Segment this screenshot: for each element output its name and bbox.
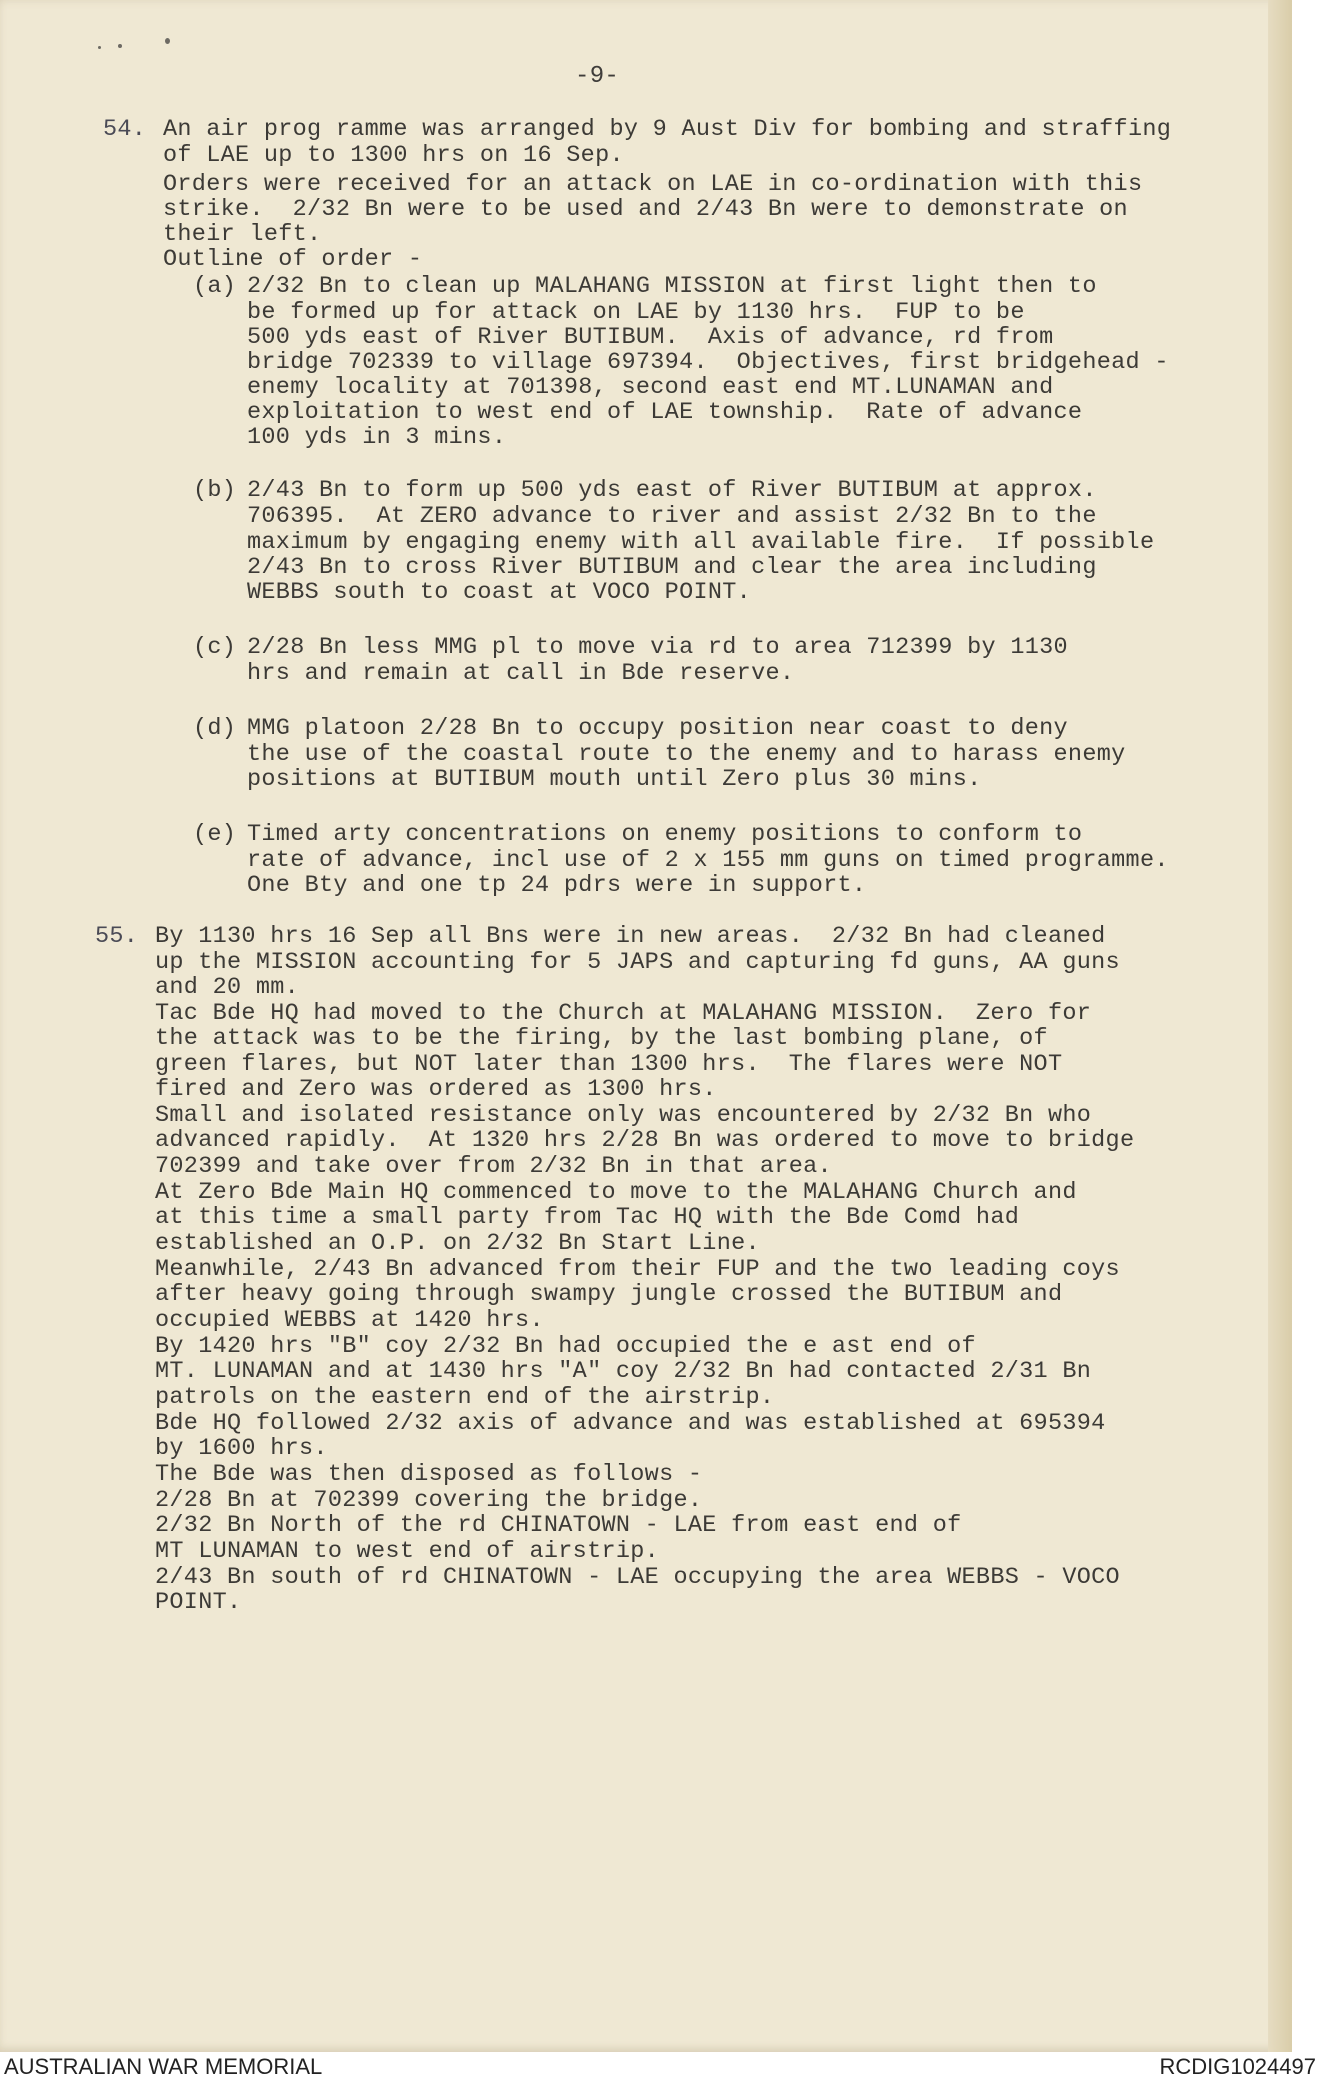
subitem-line: 500 yds east of River BUTIBUM. Axis of advance, rd from [247, 324, 1054, 351]
paragraph-line: Small and isolated resistance only was encountered by 2/32 Bn who [155, 1102, 1092, 1129]
subitem-line: the use of the coastal route to the enemy and to harass enemy [247, 741, 1126, 768]
paragraph-line: 2/43 Bn south of rd CHINATOWN - LAE occupying the area WEBBS - VOCO [155, 1564, 1120, 1591]
paragraph-line: By 1130 hrs 16 Sep all Bns were in new areas. 2/32 Bn had cleaned [155, 923, 1106, 950]
paragraph-line: by 1600 hrs. [155, 1435, 328, 1462]
subitem-line: WEBBS south to coast at VOCO POINT. [247, 579, 752, 606]
paragraph-number: 55. [95, 923, 139, 950]
paragraph-line: MT. LUNAMAN and at 1430 hrs "A" coy 2/32 Bn had contacted 2/31 Bn [155, 1358, 1092, 1385]
paragraph-line: green flares, but NOT later than 1300 hrs. The flares were NOT [155, 1051, 1063, 1078]
subitem-line: 2/32 Bn to clean up MALAHANG MISSION at first light then to [247, 273, 1097, 300]
subitem-label: (a) [193, 273, 237, 300]
paragraph-line: strike. 2/32 Bn were to be used and 2/43 Bn were to demonstrate on [163, 196, 1128, 223]
page-edge-shadow [1268, 0, 1292, 2052]
subitem-line: rate of advance, incl use of 2 x 155 mm guns on timed programme. [247, 847, 1169, 874]
subitem-line: be formed up for attack on LAE by 1130 hrs. FUP to be [247, 299, 1025, 326]
page-number: -9- [575, 63, 620, 90]
paragraph-line: By 1420 hrs "B" coy 2/32 Bn had occupied the e ast end of [155, 1333, 976, 1360]
archive-footer [0, 2052, 1320, 2082]
subitem-line: One Bty and one tp 24 pdrs were in support. [247, 872, 867, 899]
paragraph-line: Outline of order - [163, 246, 423, 273]
paragraph-line: their left. [163, 221, 322, 248]
subitem-line: 2/28 Bn less MMG pl to move via rd to area 712399 by 1130 [247, 634, 1068, 661]
subitem-line: 2/43 Bn to form up 500 yds east of River BUTIBUM at approx. [247, 477, 1097, 504]
subitem-line: 100 yds in 3 mins. [247, 424, 507, 451]
subitem-line: hrs and remain at call in Bde reserve. [247, 660, 795, 687]
footer-institution: AUSTRALIAN WAR MEMORIAL [4, 2054, 323, 2079]
paragraph-line: advanced rapidly. At 1320 hrs 2/28 Bn was ordered to move to bridge [155, 1127, 1135, 1154]
paragraph-line: MT LUNAMAN to west end of airstrip. [155, 1538, 660, 1565]
subitem-line: MMG platoon 2/28 Bn to occupy position near coast to deny [247, 715, 1068, 742]
paragraph-line: Bde HQ followed 2/32 axis of advance and was established at 695394 [155, 1410, 1106, 1437]
paragraph-line: fired and Zero was ordered as 1300 hrs. [155, 1076, 717, 1103]
footer-record-id: RCDIG1024497 [1159, 2054, 1316, 2079]
paragraph-line: up the MISSION accounting for 5 JAPS and capturing fd guns, AA guns [155, 949, 1120, 976]
paragraph-line: Meanwhile, 2/43 Bn advanced from their FUP and the two leading coys [155, 1256, 1120, 1283]
paragraph-line: 702399 and take over from 2/32 Bn in that area. [155, 1153, 832, 1180]
subitem-label: (e) [193, 821, 237, 848]
subitem-line: enemy locality at 701398, second east end MT.LUNAMAN and [247, 374, 1054, 401]
paper-blemish [98, 46, 101, 49]
subitem-line: 706395. At ZERO advance to river and assist 2/32 Bn to the [247, 503, 1097, 530]
paragraph-line: Orders were received for an attack on LAE in co-ordination with this [163, 171, 1143, 198]
paragraph-line: At Zero Bde Main HQ commenced to move to the MALAHANG Church and [155, 1179, 1077, 1206]
subitem-line: bridge 702339 to village 697394. Objectives, first bridgehead - [247, 349, 1169, 376]
paragraph-line: the attack was to be the firing, by the last bombing plane, of [155, 1025, 1048, 1052]
subitem-line: Timed arty concentrations on enemy positions to conform to [247, 821, 1083, 848]
paragraph-line: at this time a small party from Tac HQ with the Bde Comd had [155, 1204, 1020, 1231]
paragraph-line: of LAE up to 1300 hrs on 16 Sep. [163, 142, 624, 169]
subitem-line: 2/43 Bn to cross River BUTIBUM and clear the area including [247, 554, 1097, 581]
paragraph-line: 2/32 Bn North of the rd CHINATOWN - LAE from east end of [155, 1512, 962, 1539]
subitem-line: exploitation to west end of LAE township. Rate of advance [247, 399, 1083, 426]
subitem-line: positions at BUTIBUM mouth until Zero plus 30 mins. [247, 766, 982, 793]
paragraph-line: established an O.P. on 2/32 Bn Start Line. [155, 1230, 760, 1257]
subitem-line: maximum by engaging enemy with all available fire. If possible [247, 529, 1155, 556]
subitem-label: (b) [193, 477, 237, 504]
paragraph-line: after heavy going through swampy jungle crossed the BUTIBUM and [155, 1281, 1063, 1308]
paper-blemish [118, 44, 122, 48]
subitem-label: (c) [193, 634, 237, 661]
paragraph-line: patrols on the eastern end of the airstrip. [155, 1384, 775, 1411]
paragraph-line: 2/28 Bn at 702399 covering the bridge. [155, 1487, 703, 1514]
paragraph-line: occupied WEBBS at 1420 hrs. [155, 1307, 544, 1334]
paragraph-line: The Bde was then disposed as follows - [155, 1461, 703, 1488]
subitem-label: (d) [193, 715, 237, 742]
paragraph-line: An air prog ramme was arranged by 9 Aust Div for bombing and straffing [163, 116, 1172, 143]
paragraph-line: Tac Bde HQ had moved to the Church at MALAHANG MISSION. Zero for [155, 1000, 1092, 1027]
paper-blemish [165, 38, 170, 44]
paragraph-line: POINT. [155, 1589, 242, 1616]
paragraph-number: 54. [103, 116, 147, 143]
paragraph-line: and 20 mm. [155, 974, 300, 1001]
